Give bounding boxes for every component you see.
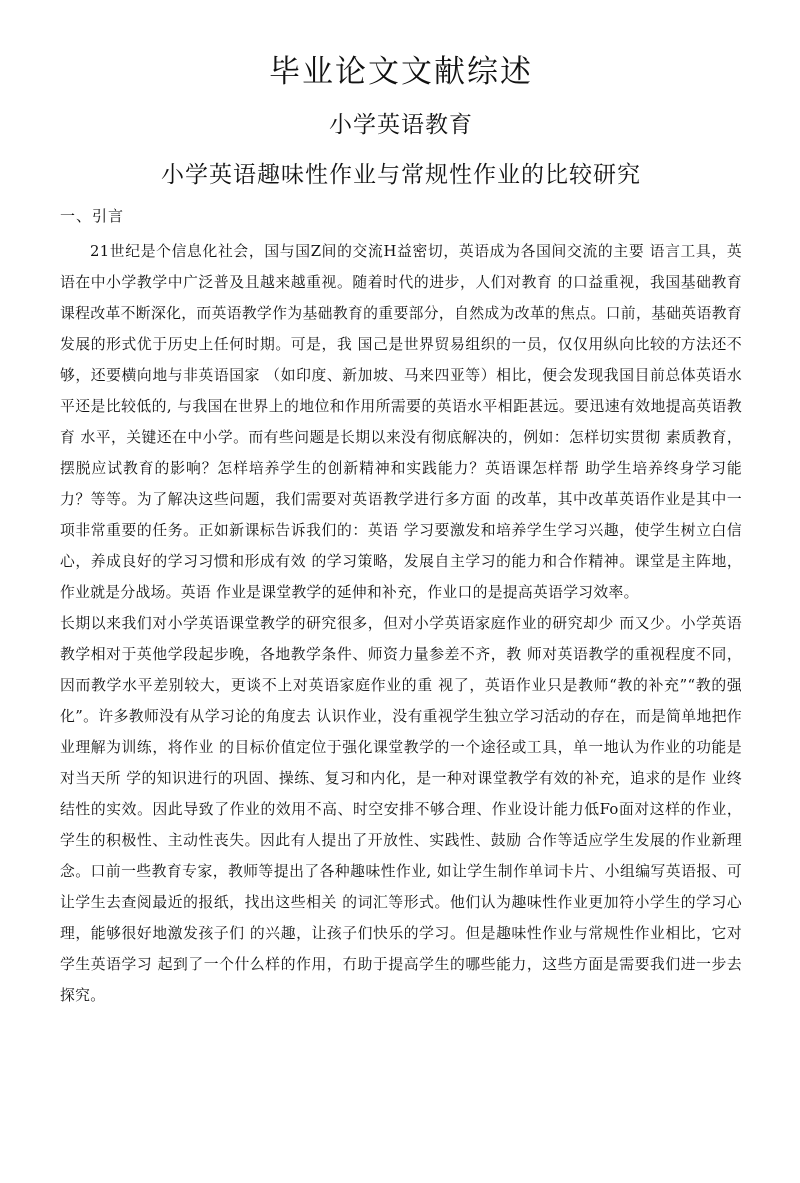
paragraph: 21世纪是个信息化社会，国与国Z间的交流H益密切，英语成为各国间交流的主要 语言工具，英语在中小学教学中广泛普及且越来越重视。随着时代的进步，人们对教育 的口益重视，我国基础教育课程改革不断深化，而英语教学作为基础教育的重要部分，自然成为改革的焦点。口前，基础英语教育发展的形式优于历史上任何时期。可是，我 国己是世界贸易组织的一员，仅仅用纵向比较的方法还不够，还要横向地与非英语国家 （如印度、新加坡、马来四亚等）相比，便会发现我国目前总体英语水平还是比较低的, 与我国在世界上的地位和作用所需要的英语水平相距甚远。要迅速有效地提高英语教育 水平，关键还在中小学。而有些问题是长期以来没有彻底解决的，例如：怎样切实贯彻 素质教育，摆脱应试教育的影响？怎样培养学生的创新精神和实践能力？英语课怎样帮 助学生培养终身学习能力？等等。为了解决这些问题，我们需要对英语教学进行多方面 的改革，其中改革英语作业是其中一项非常重要的任务。正如新课标告诉我们的：英语 学习要激发和培养学生学习兴趣，使学生树立白信心，养成良好的学习习惯和形成有效 的学习策略，发展自主学习的能力和合作精神。课堂是主阵地，作业就是分战场。英语 作业是课堂教学的延伸和补充，作业口的是提高英语学习效率。 [60, 243, 742, 601]
section-heading-introduction: 一、引言 [60, 207, 125, 225]
thesis-topic: 小学英语趣味性作业与常规性作业的比较研究 [161, 162, 641, 188]
document-title: 毕业论文文献综述 [269, 54, 533, 90]
document-subject: 小学英语教育 [329, 112, 473, 138]
paragraph: 长期以来我们对小学英语课堂教学的研究很多，但对小学英语家庭作业的研究却少 而又少。小学英语教学相对于英他学段起步晚，各地教学条件、师资力量参差不齐，教 师对英语教学的重视程度不同，因而教学水平差别较大，更谈不上对英语家庭作业的重 视了，英语作业只是教师“教的补充”“教的强化”。许多教师没有从学习论的角度去 认识作业，没有重视学生独立学习活动的存在，而是简单地把作业理解为训练，将作业 的目标价值定位于强化课堂教学的一个途径或工具，单一地认为作业的功能是对当天所 学的知识进行的巩固、操练、复习和内化，是一种对课堂教学有效的补充，追求的是作 业终结性的实效。因此导致了作业的效用不高、时空安排不够合理、作业设计能力低Fo面对这样的作业，学生的积极性、主动性丧失。因此有人提出了开放性、实践性、鼓励 合作等适应学生发展的作业新理念。口前一些教育专家，教师等提出了各种趣味性作业, 如让学生制作单词卡片、小组编写英语报、可让学生去查阅最近的报纸，找出这些相关 的词汇等形式。他们认为趣味性作业更加符小学生的学习心理，能够很好地激发孩子们 的兴趣，让孩子们快乐的学习。但是趣味性作业与常规性作业相比，它对学生英语学习 起到了一个什么样的作用，冇助于提高学生的哪些能力，这些方面是需要我们进一步去 探究。 [60, 615, 742, 1004]
